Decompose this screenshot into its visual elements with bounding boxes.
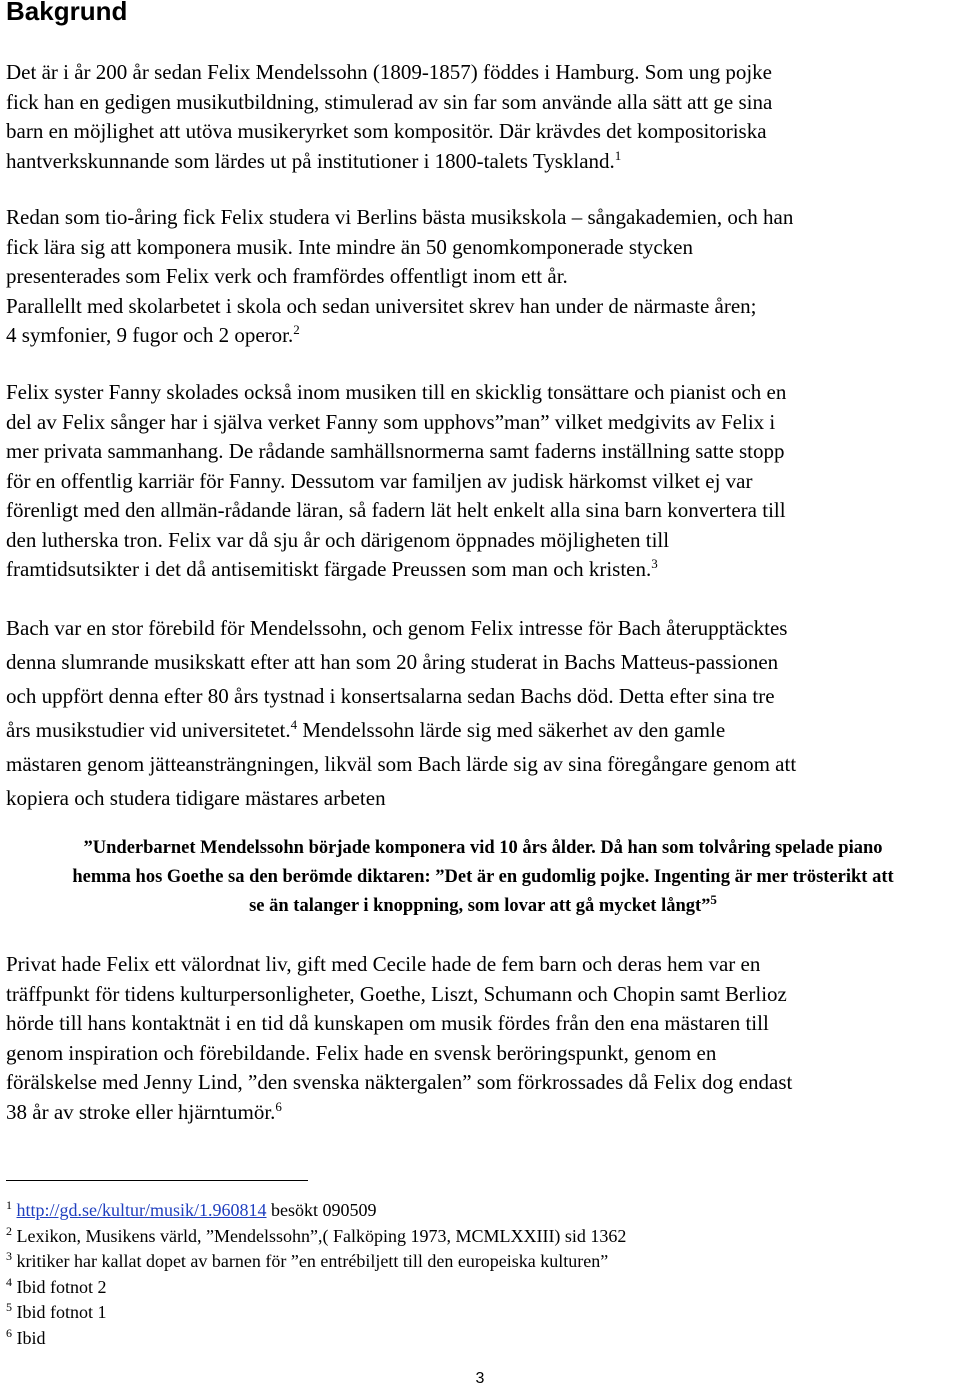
text-line: och uppfört denna efter 80 års tystnad i konsertsalarna sedan Bachs död. Detta efter sina tre: [6, 684, 775, 708]
paragraph-fanny: [6, 378, 786, 585]
page-number: 3: [475, 1370, 485, 1387]
footnote-1: [6, 1198, 626, 1224]
text-line: kopiera och studera tidigare mästares arbeten: [6, 786, 386, 810]
text-line: förenligt med den allmän-rådande läran, så fadern lät helt enkelt alla sina barn konvertera till: [6, 498, 786, 522]
footnotes: [6, 1198, 626, 1351]
text-line: hörde till hans kontaktnät i en tid då kunskapen om musik fördes från den ena mästaren till: [6, 1011, 769, 1035]
text-line: Bach var en stor förebild för Mendelssohn, och genom Felix intresse för Bach återupptäcktes: [6, 616, 788, 640]
footnote-number: 4: [6, 1274, 12, 1289]
quote-line-content: se än talanger i knoppning, som lovar att gå mycket långt”: [249, 896, 711, 916]
text-line: [6, 147, 772, 177]
text-line-content: hantverkskunnande som lärdes ut på institutioner i 1800-talets Tyskland.: [6, 148, 615, 173]
text-line: [6, 321, 793, 351]
text-line: Felix syster Fanny skolades också inom musiken till en skicklig tonsättare och pianist och en: [6, 380, 787, 404]
footnote-text: Ibid fotnot 2: [12, 1276, 107, 1297]
text-line: mer privata sammanhang. De rådande samhällsnormerna samt faderns inställning satte stopp: [6, 439, 785, 463]
footnote-ref: 1: [614, 147, 622, 163]
text-line: Parallellt med skolarbetet i skola och sedan universitet skrev han under de närmaste åren;: [6, 293, 757, 318]
text-line: den lutherska tron. Felix var då sju år och därigenom öppnades möjligheten till: [6, 527, 670, 552]
text-line: [6, 713, 796, 747]
footnote-text: Lexikon, Musikens värld, ”Mendelssohn”,( Falköping 1973, MCMLXXIII) sid 1362: [12, 1225, 627, 1246]
text-line: [6, 555, 786, 585]
paragraph-private-life: [6, 950, 792, 1127]
text-line: mästaren genom jätteansträngningen, likväl som Bach lärde sig av sina föregångare genom att: [6, 752, 797, 776]
text-line-content: års musikstudier vid universitetet.: [6, 718, 291, 742]
text-line-content: 4 symfonier, 9 fugor och 2 operor.: [6, 323, 294, 347]
text-line: förälskelse med Jenny Lind, ”den svenska näktergalen” som förkrossades då Felix dog endast: [6, 1070, 793, 1094]
text-line-content: Mendelssohn lärde sig med säkerhet av den gamle: [297, 718, 726, 742]
footnote-ref: 3: [651, 556, 658, 571]
text-line: fick han en gedigen musikutbildning, stimulerad av sin far som använde alla sätt att ge sina: [6, 89, 773, 114]
footnote-ref: 6: [275, 1098, 282, 1114]
footnote-text: besökt 090509: [266, 1200, 377, 1220]
footnote-text: kritiker har kallat dopet av barnen för ”en entrébiljett till den europeiska kulturen”: [12, 1251, 609, 1271]
footnote-number: 1: [6, 1198, 12, 1212]
text-line: för en offentlig karriär för Fanny. Dessutom var familjen av judisk härkomst vilket ej var: [6, 468, 753, 493]
footnote-number: 3: [6, 1249, 12, 1263]
paragraph-birth: [6, 58, 772, 176]
footnote-ref: 5: [710, 891, 717, 907]
text-line: Redan som tio-åring fick Felix studera vi Berlins bästa musikskola – sångakademien, och han: [6, 205, 794, 229]
text-line: [6, 1098, 792, 1128]
text-line: denna slumrande musikskatt efter att han som 20 åring studerat in Bachs Matteus-passionen: [6, 650, 779, 674]
footnote-number: 5: [6, 1300, 12, 1314]
footnote-text: Ibid fotnot 1: [12, 1302, 107, 1322]
text-line: Privat hade Felix ett välordnat liv, gift med Cecile hade de fem barn och deras hem var en: [6, 952, 761, 976]
footnote-ref: 2: [293, 322, 300, 337]
footnote-text: Ibid: [12, 1327, 46, 1348]
source-link[interactable]: http://gd.se/kultur/musik/1.960814: [16, 1200, 267, 1220]
text-line: genom inspiration och förebildande. Felix hade en svensk beröringspunkt, genom en: [6, 1040, 717, 1065]
paragraph-education: [6, 203, 793, 351]
footnote-5: [6, 1300, 626, 1326]
text-line: träffpunkt för tidens kulturpersonligheter, Goethe, Liszt, Schumann och Chopin samt Berlioz: [6, 981, 787, 1006]
text-line-content: framtidsutsikter i det då antisemitiskt färgade Preussen som man och kristen.: [6, 557, 652, 581]
text-line: del av Felix sånger har i själva verket Fanny som upphovs”man” vilket medgivits av Felix i: [6, 409, 776, 434]
footnote-4: [6, 1275, 626, 1301]
text-line: barn en möjlighet att utöva musikeryrket som kompositör. Där krävdes det kompositoriska: [6, 119, 767, 143]
footnote-number: 6: [6, 1325, 12, 1340]
quote-line: ”Underbarnet Mendelssohn började komponera vid 10 års ålder. Då han som tolvåring spelade piano: [83, 838, 883, 858]
footnote-6: [6, 1326, 626, 1352]
paragraph-bach: [6, 611, 796, 815]
footnote-divider: [6, 1180, 308, 1181]
footnote-3: [6, 1249, 626, 1275]
text-line-content: 38 år av stroke eller hjärntumör.: [6, 1099, 276, 1124]
text-line: presenterades som Felix verk och framfördes offentligt inom ett år.: [6, 264, 568, 288]
text-line: fick lära sig att komponera musik. Inte mindre än 50 genomkomponerade stycken: [6, 234, 693, 259]
text-line: Det är i år 200 år sedan Felix Mendelssohn (1809-1857) föddes i Hamburg. Som ung pojke: [6, 60, 772, 84]
block-quote: [6, 834, 960, 921]
section-heading: Bakgrund: [6, 0, 128, 26]
footnote-ref: 4: [290, 717, 298, 732]
footnote-number: 2: [6, 1223, 12, 1238]
quote-line: hemma hos Goethe sa den berömde diktaren: ”Det är en gudomlig pojke. Ingenting är mer trösterikt att: [72, 867, 894, 887]
quote-line: [6, 892, 960, 921]
footnote-2: [6, 1224, 626, 1250]
